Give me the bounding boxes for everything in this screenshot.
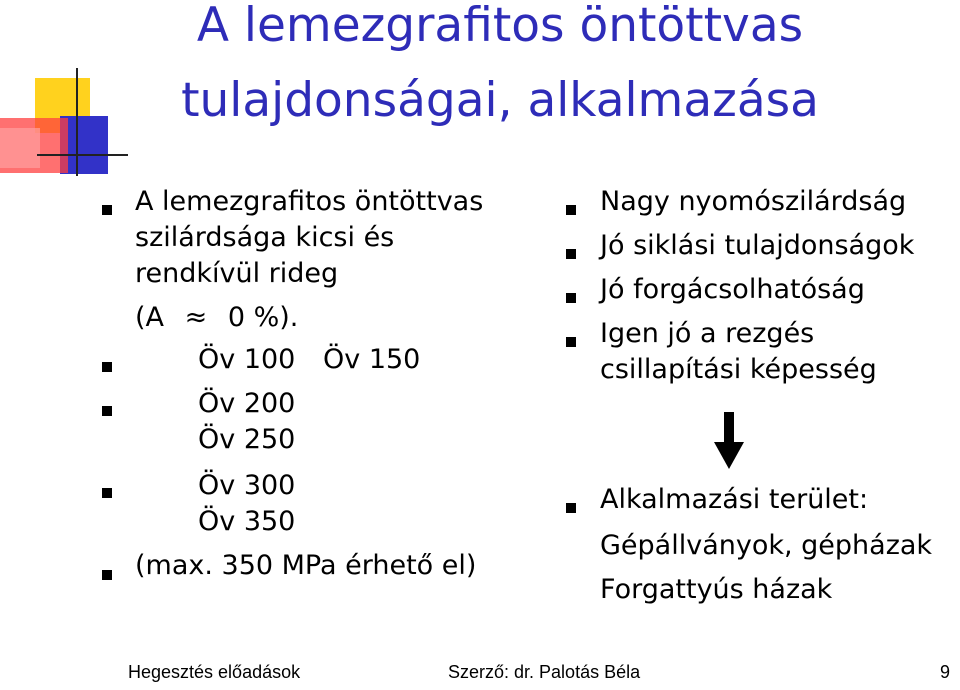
right-list-item: Jó forgácsolhatóság (600, 274, 865, 305)
square-bullet-icon (102, 570, 112, 580)
left-text-line: Öv 250 (198, 424, 296, 455)
square-bullet-icon (102, 205, 112, 215)
left-text-line: Öv 150 (323, 344, 421, 375)
left-text-line: szilárdsága kicsi és (135, 222, 395, 253)
left-text-line: rendkívül rideg (135, 258, 339, 289)
square-bullet-icon (566, 205, 576, 215)
left-text-line: Öv 300 (198, 470, 296, 501)
page-title-line-1: A lemezgrafitos öntöttvas (196, 0, 804, 53)
right-list-item-continuation: csillapítási képesség (600, 354, 877, 385)
square-bullet-icon (102, 488, 112, 498)
square-bullet-icon (102, 362, 112, 372)
left-text-line: Öv 200 (198, 388, 296, 419)
square-bullet-icon (566, 249, 576, 259)
application-line: Forgattyús házak (600, 574, 833, 605)
left-text-line: Öv 350 (198, 506, 296, 537)
page-title-line-2: tulajdonságai, alkalmazása (181, 73, 819, 128)
square-bullet-icon (566, 293, 576, 303)
page-number: 9 (940, 662, 951, 682)
left-text-fragment: (A (135, 302, 165, 333)
square-bullet-icon (102, 406, 112, 416)
footer-author: Szerző: dr. Palotás Béla (448, 662, 641, 682)
left-text-line (135, 302, 298, 333)
right-list-item: Nagy nyomószilárdság (600, 186, 907, 217)
square-bullet-icon (566, 503, 576, 513)
footer-left-text: Hegesztés előadások (128, 662, 301, 682)
square-bullet-icon (566, 337, 576, 347)
right-list-item: Jó siklási tulajdonságok (600, 230, 915, 261)
application-line: Gépállványok, gépházak (600, 530, 933, 561)
right-list-item: Igen jó a rezgés (600, 318, 815, 349)
left-text-line: Öv 100 (198, 344, 296, 375)
approx-symbol: ≈ (184, 302, 208, 333)
left-text-line: A lemezgrafitos öntöttvas (135, 186, 484, 217)
down-arrow-icon (712, 412, 746, 470)
application-label: Alkalmazási terület: (600, 484, 869, 515)
left-text-fragment: 0 %). (227, 302, 299, 333)
left-text-line: (max. 350 MPa érhető el) (135, 550, 477, 581)
